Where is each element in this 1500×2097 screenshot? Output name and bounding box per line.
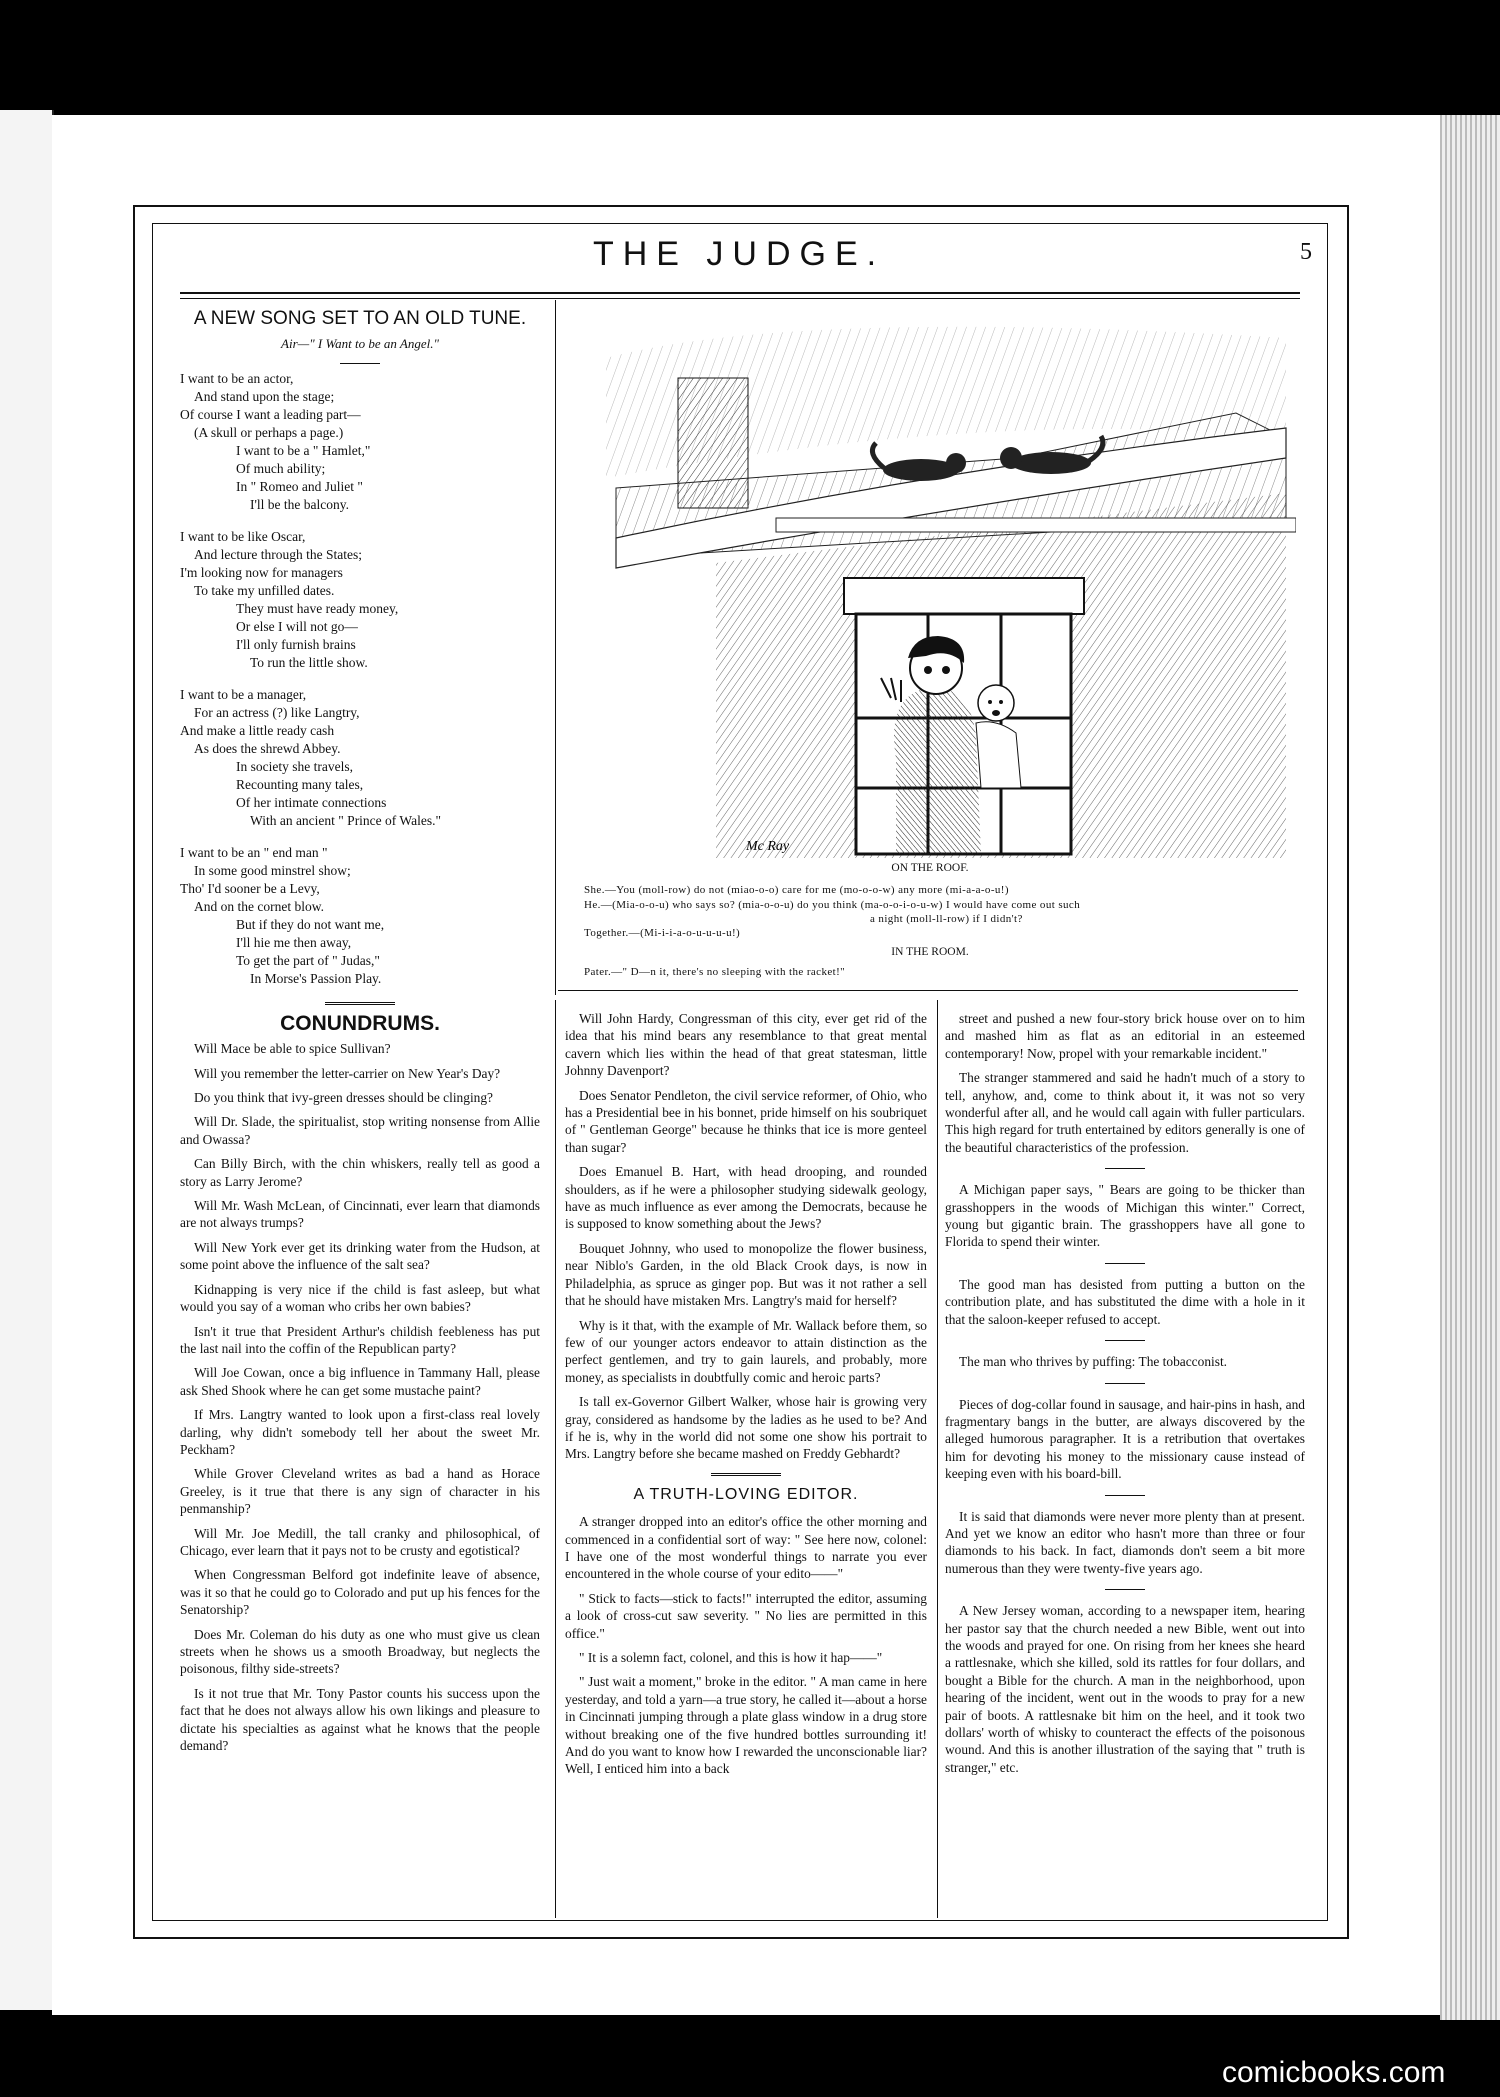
conundrum-item: Will Mr. Wash McLean, of Cincinnati, ever learn that diamonds are not always trumps? [180,1198,540,1231]
cartoon-title-2: IN THE ROOM. [891,946,969,958]
poem-stanza [180,844,540,988]
poem-line: And lecture through the States; [194,546,362,562]
right-column [945,1010,1305,1783]
poem-body [180,370,540,988]
paragraph: Is tall ex-Governor Gilbert Walker, whose hair is growing very gray, considered as handsome by the ladies as he used to be? And if he is, why in the world did not some one show his portrait to Mrs. Langtry before she became mashed on Freddy Gebhardt? [565,1394,927,1462]
conundrum-item: Will Dr. Slade, the spiritualist, stop writing nonsense from Allie and Owassa? [180,1114,540,1147]
paragraph: The good man has desisted from putting a button on the contribution plate, and has substituted the dime with a hole in it that the saloon-keeper refused to accept. [945,1276,1305,1327]
conundrum-item: Will New York ever get its drinking water from the Hudson, at some point above the influence of the salt sea? [180,1239,540,1273]
poem-line: I want to be a " Hamlet," [236,442,371,458]
cartoon-line-pater: Pater.—" D—n it, there's no sleeping with the racket!" [584,966,846,978]
poem-line: In some good minstrel show; [194,862,351,878]
cartoon-line-he: He.—(Mia-o-o-u) who says so? (mia-o-o-u) do you think (ma-o-o-i-o-u-w) I would have come out such [584,899,1081,911]
poem-line: And stand upon the stage; [194,388,335,404]
item-separator [1105,1340,1145,1341]
poem-line: I'll hie me then away, [236,934,352,950]
left-column [180,310,540,1761]
column-divider [555,1000,556,1918]
item-separator [1105,1168,1145,1169]
poem-line: But if they do not want me, [236,916,385,932]
item-separator [1105,1263,1145,1264]
conundrum-item: Kidnapping is very nice if the child is fast asleep, but what would you say of a woman who cribs her own babies? [180,1281,540,1315]
poem-line: I'll be the balcony. [250,496,350,512]
paragraph: Why is it that, with the example of Mr. Wallack before them, so few of our younger actors endeavor to attain distinction as the perfect gentlemen, and try to gain laurels, and probably, more money, as specialists in doubtfully comic and heroic parts? [565,1317,927,1385]
conundrum-item: Can Billy Birch, with the chin whiskers, really tell as good a story as Larry Jerome? [180,1156,540,1189]
paragraph: The man who thrives by puffing: The tobacconist. [959,1354,1228,1370]
artist-signature: Mc Ray [746,839,790,854]
cartoon-line-together: Together.—(Mi-i-i-a-o-u-u-u-u!) [584,927,741,939]
item-separator [1105,1495,1145,1496]
header-rule [180,292,1300,299]
poem-line: Of much ability; [236,460,326,476]
editor-story-body [565,1513,927,1778]
poem-title: A NEW SONG SET TO AN OLD TUNE. [193,308,527,329]
paragraph: Does Emanuel B. Hart, with head drooping, and rounded shoulders, as if he were a philosopher studying sidewalk geology, have as much influence as ever among the Democrats, because he is supposed to know something about the Jews? [565,1164,927,1232]
paragraph: Bouquet Johnny, who used to monopolize the flower business, near Niblo's Garden, in the old Black Crook days, is now in Philadelphia, as spruce as ginger pop. But was it not rather a sell that he should have mistaken Mrs. Langtry's maid for herself? [565,1240,927,1309]
conundrum-item: While Grover Cleveland writes as bad a hand as Horace Greeley, is it true that there is any sign of character in his penmanship? [180,1466,540,1517]
cartoon-title: ON THE ROOF. [891,862,969,874]
facing-page-edge [0,110,54,2010]
conundrum-item: Will you remember the letter-carrier on New Year's Day? [194,1065,501,1081]
poem-line: I want to be like Oscar, [180,528,306,544]
poem-line: I want to be a manager, [180,686,307,702]
masthead: THE JUDGE. [592,235,886,273]
poem-line: Tho' I'd sooner be a Levy, [180,880,320,896]
paragraph: A Michigan paper says, " Bears are going to be thicker than grasshoppers in the woods of Michigan this winter." Correct, young but gigantic brain. The grasshoppers have all gone to Florida to spend their winter. [945,1182,1305,1250]
poem-line: To get the part of " Judas," [236,952,380,968]
poem-line: And make a little ready cash [180,722,335,738]
poem-stanza [180,528,540,672]
paragraph: street and pushed a new four-story brick house over on to him and mashed him as flat as an editorial in an esteemed contemporary! Now, propel with your remarkable incident." [945,1011,1305,1061]
paragraph: Will John Hardy, Congressman of this city, ever get rid of the idea that his mind bears any resemblance to that great mental cavern which lies within the head of that great statesman, little Johnny Davenport? [565,1011,927,1079]
child-in-window [976,685,1021,788]
conundrum-item: Will Joe Cowan, once a big influence in Tammany Hall, please ask Shed Shook where he can get some mustache paint? [180,1365,540,1398]
page-header [152,235,1326,285]
conundrum-item: Is it not true that Mr. Tony Pastor counts his success upon the fact that he does not always allow his own likings and pleasure to dictate his specialties as against what he knows that the people demand? [180,1685,540,1754]
poem-line: I want to be an actor, [180,370,294,386]
paragraph: Pieces of dog-collar found in sausage, and hair-pins in hash, and fragmentary bangs in the butter, are always discovered by the alleged humorous paragrapher. It is a retribution that overtakes him for devoting his money to the missionary cause instead of keeping even with his board-bill. [945,1396,1305,1482]
cartoon-line-he-cont: a night (moll-ll-row) if I didn't? [870,913,1023,925]
conundrum-item: Does Mr. Coleman do his duty as one who must give us clean streets when he shows us a smooth Broadway, but neglects the poisonous, filthy side-streets? [180,1626,540,1677]
editor-story-title: A TRUTH-LOVING EDITOR. [633,1485,859,1503]
poem-line: In Morse's Passion Play. [250,970,382,986]
conundrum-item: Isn't it true that President Arthur's childish feebleness has put the last nail into the coffin of the Republican party? [180,1323,540,1356]
poem-line: And on the cornet blow. [194,898,324,914]
page-number: 5 [1300,239,1312,265]
poem-line: (A skull or perhaps a page.) [194,424,344,440]
conundrum-item: If Mrs. Langtry wanted to look upon a first-class real lovely darling, why didn't somebody tell her about the sweet Mr. Peckham? [180,1407,540,1457]
poem-line: Of her intimate connections [236,794,387,810]
story-paragraph: " It is a solemn fact, colonel, and this is how it hap——" [579,1650,883,1665]
conundrum-item: When Congressman Belford got indefinite leave of absence, was it so that he could go to Colorado and put up his fences for the Senatorship? [180,1567,540,1618]
poem-stanza [180,686,540,830]
conundrums-title: CONUNDRUMS. [280,1011,440,1035]
poem-line: In " Romeo and Juliet " [236,478,363,494]
poem-line: With an ancient " Prince of Wales." [250,812,441,828]
conundrums-list [180,1040,540,1754]
story-paragraph: A stranger dropped into an editor's office the other morning and commenced in a confidential sort of way: " See here now, colonel: I have one of the most wonderful things to narrate you ever encountered in the whole course of your edito——" [565,1514,927,1582]
book-edge [1440,115,1500,2020]
poem-line: Of course I want a leading part— [180,406,361,422]
paragraph: The stranger stammered and said he hadn't much of a story to tell, anyhow, and, come to think about it, it was not so very wonderful after all, and he would call again with fuller particulars. This high regard for truth entertained by editors generally is one of the beautiful characteristics of the profession. [945,1070,1305,1155]
section-rule [325,1002,395,1005]
cartoon-bottom-rule [558,990,1298,991]
conundrum-item: Do you think that ivy-green dresses should be clinging? [194,1090,494,1106]
conundrum-item: Will Mr. Joe Medill, the tall cranky and philosophical, of Chicago, ever learn that it pays not to be crusty and egotistical? [180,1525,540,1558]
short-rule [340,363,380,364]
section-rule [711,1473,781,1476]
poem-line: For an actress (?) like Langtry, [194,704,360,720]
paragraph: It is said that diamonds were never more plenty than at present. And yet we know an editor who hasn't more than three or four diamonds to his back. In fact, diamonds don't seem a bit more numerous than they were twenty-five years ago. [945,1508,1305,1576]
poem-line: Recounting many tales, [236,776,364,792]
poem-line: They must have ready money, [236,600,399,616]
paragraph: A New Jersey woman, according to a newspaper item, hearing her pastor say that the church needed a new Bible, went out into the woods and prayed for one. On rising from her knees she heard a rattlesnake, which she killed, sold its rattles for four dollars, and bought a Bible for the church. A man in the neighborhood, upon hearing of the incident, went out in the woods to pray for a new pair of boots. A rattlesnake bit him on the heel, and it took two dollars' worth of whisky to counteract the effects of the poisonous wound. And this is another illustration of the saying that " truth is stranger," etc. [945,1603,1305,1775]
watermark: comicbooks.com [1222,2056,1446,2089]
middle-paragraphs [565,1010,927,1463]
poem-line: I'm looking now for managers [180,564,343,580]
poem-line: I'll only furnish brains [236,636,356,652]
conundrum-item: Will Mace be able to spice Sullivan? [194,1041,391,1057]
cartoon-illustration [596,318,1296,858]
poem-line: To run the little show. [250,654,368,670]
item-separator [1105,1589,1145,1590]
right-paragraphs [945,1010,1305,1776]
poem-line: As does the shrewd Abbey. [194,740,341,756]
cartoon-line-she: She.—You (moll-row) do not (miao-o-o) care for me (mo-o-o-w) any more (mi-a-a-o-u!) [584,884,1009,896]
column-divider [937,1000,938,1918]
poem-line: Or else I will not go— [236,618,358,634]
paragraph: Does Senator Pendleton, the civil service reformer, of Ohio, who has a Presidential bee in his bonnet, pride himself on his soubriquet of " Gentleman George" because he thinks that ice is more genteel than sugar? [565,1087,927,1155]
poem-line: In society she travels, [236,758,353,774]
eave [776,518,1296,532]
poem-air: Air—" I Want to be an Angel." [281,336,439,352]
story-paragraph: " Stick to facts—stick to facts!" interrupted the editor, assuming a look of cross-cut saw severity. " No lies are permitted in this office." [565,1590,927,1641]
poem-line: I want to be an " end man " [180,844,328,860]
column-divider [555,300,556,995]
story-paragraph: " Just wait a moment," broke in the editor. " A man came in here yesterday, and told a yarn—a true story, he called it—about a horse in Cincinnati jumping through a plate glass window in a drug store without breaking one of the five hundred bottles surrounding it! And do you want to know how I rewarded the unconscionable liar? Well, I enticed him into a back [565,1674,927,1777]
poem-stanza [180,370,540,514]
window-lintel [844,578,1084,614]
item-separator [1105,1383,1145,1384]
poem-line: To take my unfilled dates. [194,582,335,598]
middle-column [565,1010,927,1785]
